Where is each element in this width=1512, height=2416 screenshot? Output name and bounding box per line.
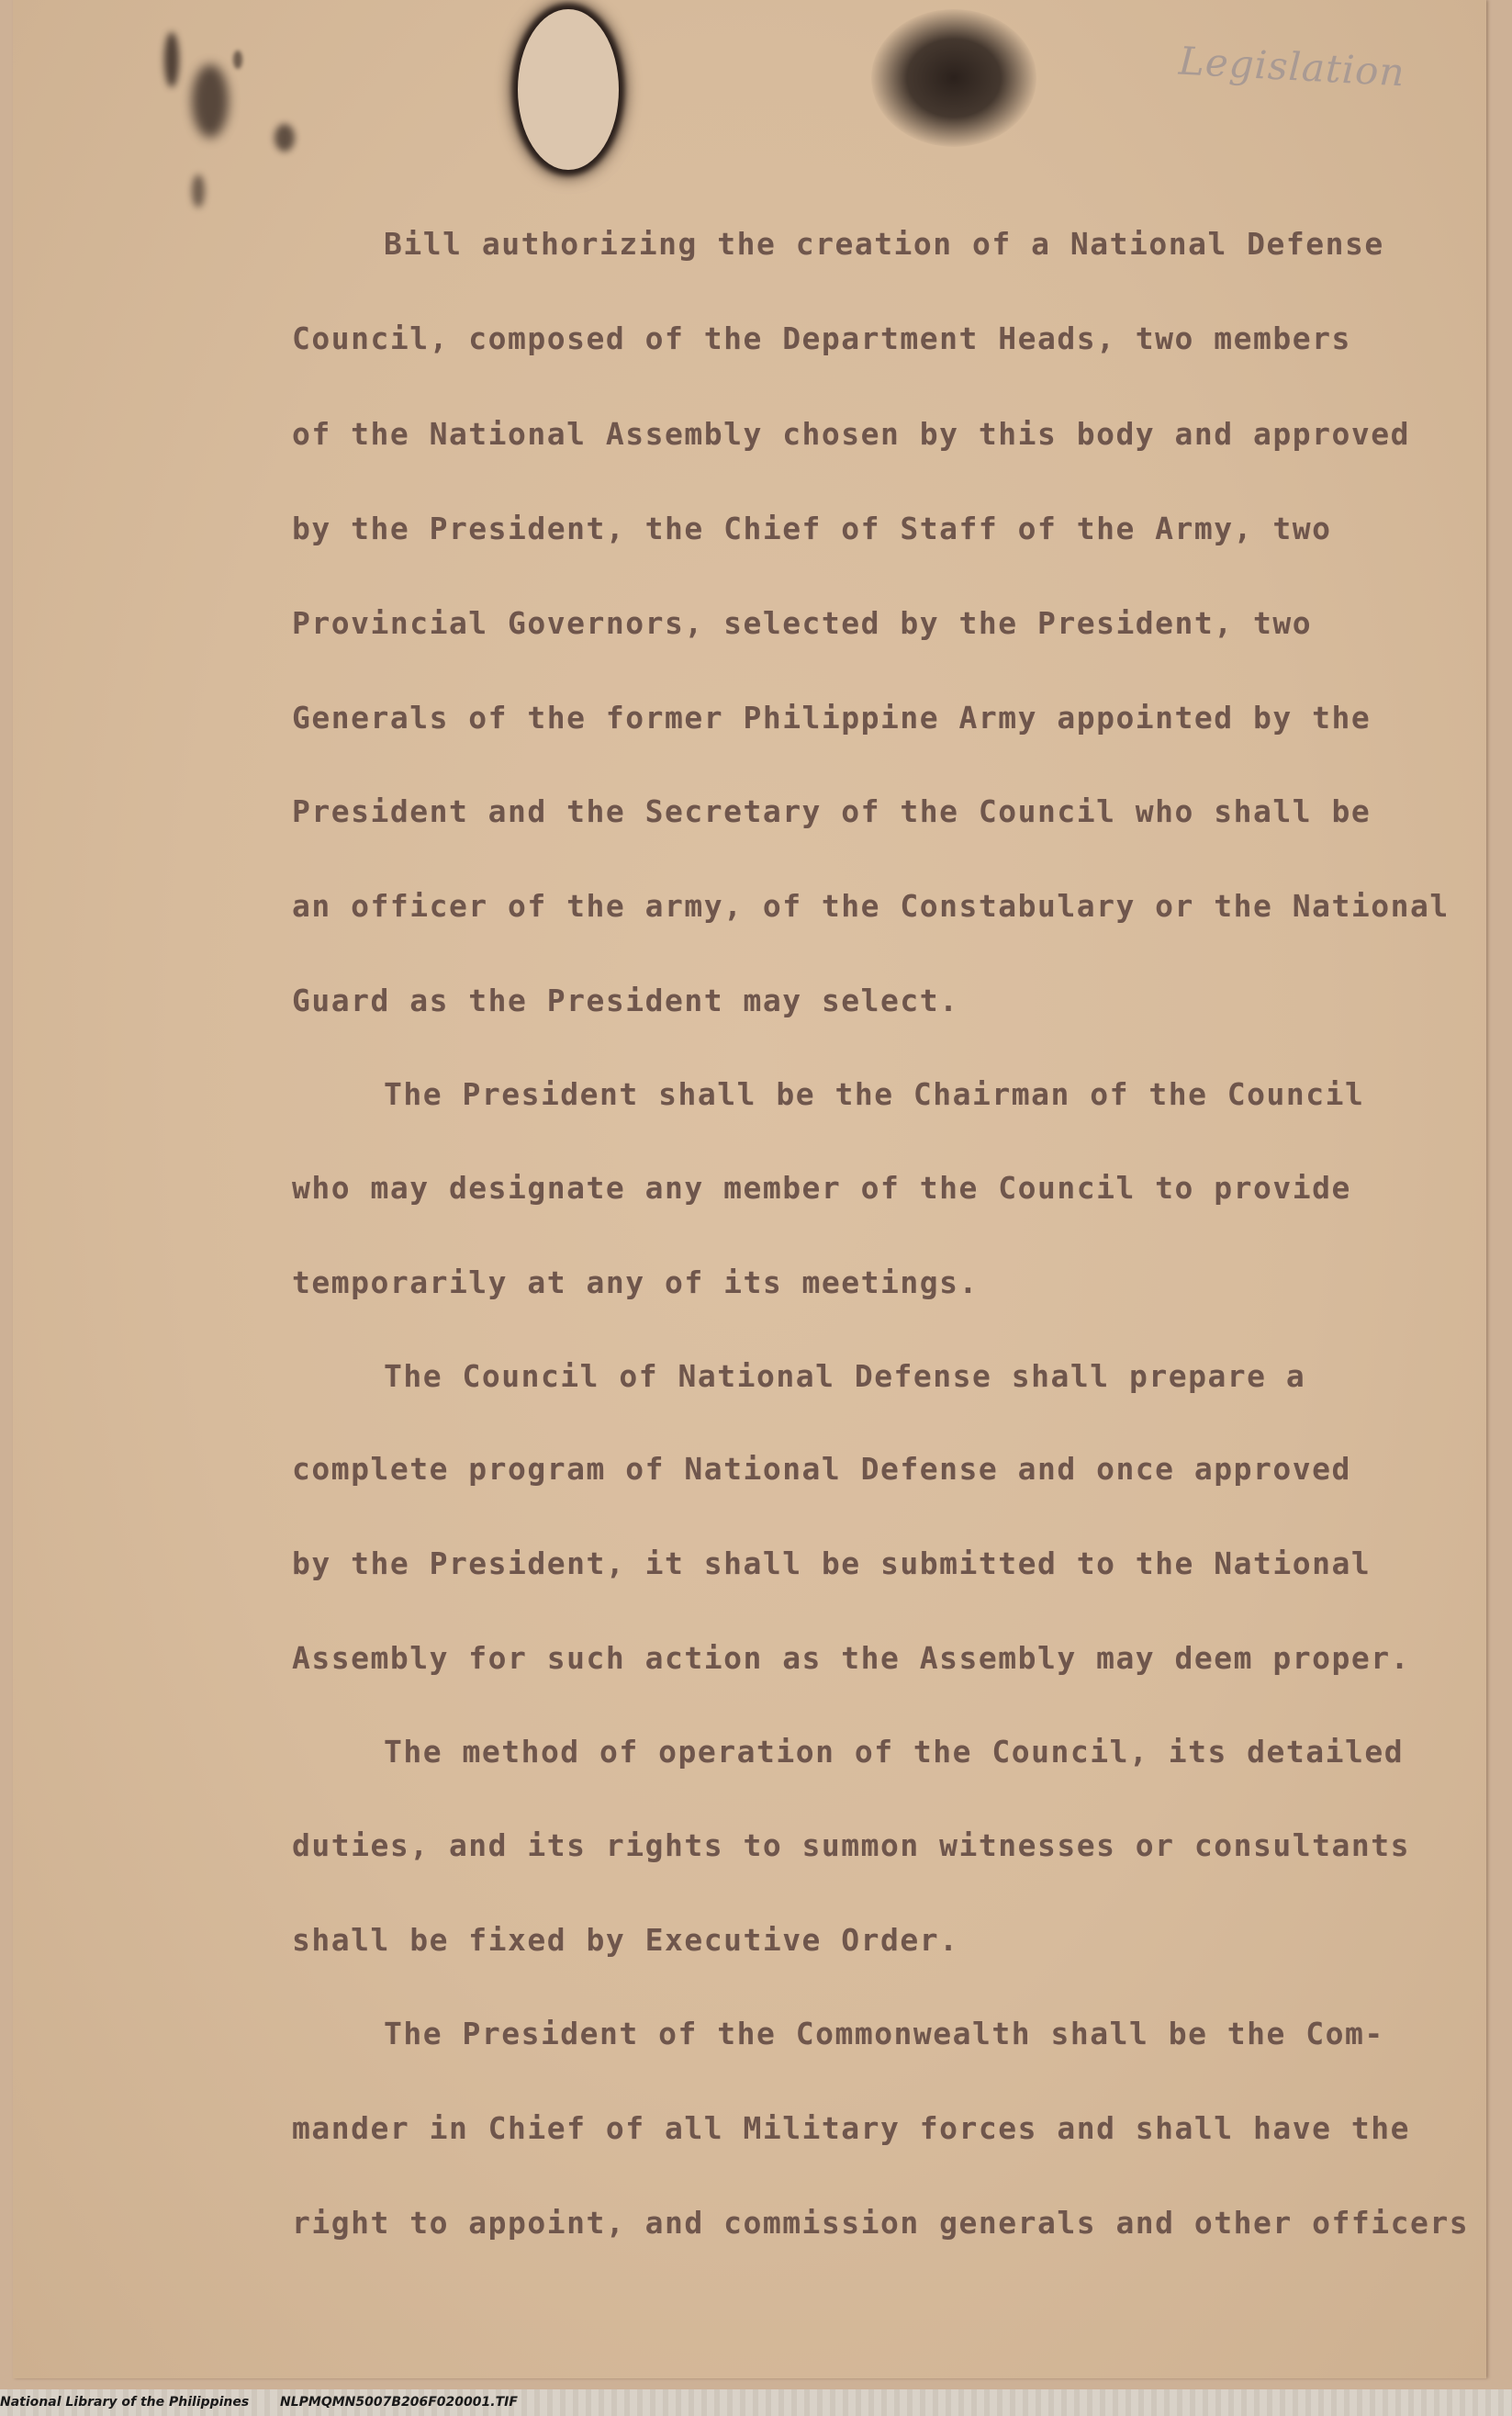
text-line: an officer of the army, of the Constabulary or the National [292, 888, 1450, 924]
text-line: temporarily at any of its meetings. [292, 1264, 979, 1300]
text-line: mander in Chief of all Military forces and shall have the [292, 2110, 1410, 2146]
text-line: The Council of National Defense shall prepare a [384, 1358, 1306, 1394]
text-line: The President of the Commonwealth shall be the Com- [384, 2016, 1384, 2051]
text-line: Generals of the former Philippine Army appointed by the [292, 700, 1372, 736]
text-line: Bill authorizing the creation of a National Defense [384, 226, 1384, 262]
text-line: Guard as the President may select. [292, 983, 959, 1018]
text-line: Provincial Governors, selected by the President, two [292, 605, 1313, 641]
text-line: complete program of National Defense and once approved [292, 1451, 1351, 1487]
footer-filename: NLPMQMN5007B206F020001.TIF [280, 2395, 518, 2410]
text-line: shall be fixed by Executive Order. [292, 1922, 959, 1958]
footer-institution: National Library of the Philippines [0, 2395, 250, 2410]
text-line: The President shall be the Chairman of the Council [384, 1076, 1365, 1112]
text-line: who may designate any member of the Council to provide [292, 1170, 1351, 1206]
text-line: right to appoint, and commission generals and other officers [292, 2205, 1470, 2241]
text-line: Council, composed of the Department Heads, two members [292, 320, 1351, 356]
handwritten-annotation: Legislation [1177, 38, 1406, 96]
text-line: by the President, it shall be submitted to the National [292, 1545, 1372, 1581]
text-line: President and the Secretary of the Council who shall be [292, 793, 1372, 829]
text-line: of the National Assembly chosen by this body and approved [292, 416, 1410, 452]
text-line: Assembly for such action as the Assembly may deem proper. [292, 1640, 1410, 1676]
text-line: duties, and its rights to summon witnesses or consultants [292, 1827, 1410, 1863]
text-line: by the President, the Chief of Staff of the Army, two [292, 511, 1332, 546]
text-line: The method of operation of the Council, its detailed [384, 1734, 1405, 1770]
